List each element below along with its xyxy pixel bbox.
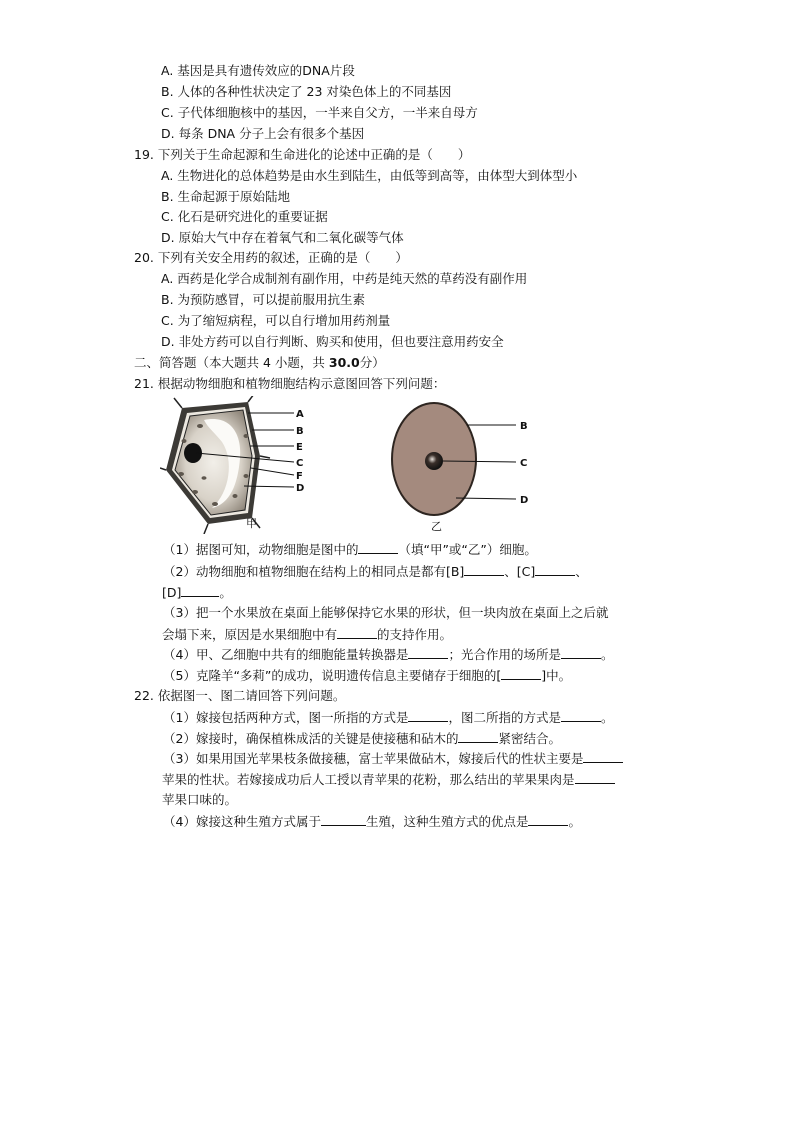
answer-blank[interactable] (501, 667, 541, 680)
option-text: 化石是研究进化的重要证据 (177, 209, 328, 224)
option-text: 子代体细胞核中的基因，一半来自父方，一半来自母方 (177, 105, 478, 120)
animal-cell-figure (388, 400, 538, 532)
text: 、 (575, 564, 588, 579)
answer-blank[interactable] (535, 563, 575, 576)
label-c: C (296, 458, 304, 469)
text: （填“甲”或“乙”）细胞。 (398, 542, 537, 557)
text: ；光合作用的场所是 (448, 647, 561, 662)
answer-blank[interactable] (321, 813, 366, 826)
question-stem: 下列关于生命起源和生命进化的论述中正确的是（ ） (157, 147, 471, 162)
figure-caption: 甲 (246, 517, 257, 530)
q21-sub2-cont (162, 584, 232, 601)
text: [D] (162, 585, 182, 600)
answer-blank[interactable] (583, 750, 623, 763)
question-stem: 下列有关安全用药的叙述，正确的是（ ） (157, 250, 408, 265)
q20-option-a (161, 271, 527, 287)
answer-blank[interactable] (358, 541, 398, 554)
figure-caption: 乙 (431, 520, 442, 532)
answer-blank[interactable] (181, 584, 219, 597)
text: 。 (568, 814, 581, 829)
text: 苹果口味的。 (162, 792, 238, 807)
label-e: E (296, 442, 303, 453)
text: （2）嫁接时，确保植株成活的关键是使接穗和砧木的 (163, 731, 459, 746)
q21-stem (134, 376, 445, 392)
text: 苹果的性状。若嫁接成功后人工授以青苹果的花粉，那么结出的苹果果肉是 (162, 772, 575, 787)
label-c: C (520, 458, 528, 469)
answer-blank[interactable] (337, 626, 377, 639)
text: （2）动物细胞和植物细胞在结构上的相同点是都有[B] (163, 564, 465, 579)
text: （3）如果用国光苹果枝条做接穗，富士苹果做砧木，嫁接后代的性状主要是 (163, 751, 584, 766)
q19-option-c (161, 209, 328, 225)
option-label: D. (161, 334, 175, 349)
answer-blank[interactable] (561, 646, 601, 659)
option-label: A. (161, 63, 174, 78)
option-text: 非处方药可以自行判断、购买和使用，但也要注意用药安全 (178, 334, 504, 349)
text: （4）嫁接这种生殖方式属于 (163, 814, 321, 829)
q21-sub2 (163, 563, 588, 580)
answer-blank[interactable] (408, 646, 448, 659)
option-label: A. (161, 271, 174, 286)
text: （5）克隆羊“多莉”的成功，说明遗传信息主要储存于细胞的[ (163, 668, 502, 683)
text: 。 (600, 710, 614, 725)
text: （1）嫁接包括两种方式，图一所指的方式是 (163, 710, 409, 725)
label-f: F (296, 471, 303, 482)
q19-option-b (161, 189, 290, 205)
option-text: 生命起源于原始陆地 (177, 189, 291, 204)
answer-blank[interactable] (575, 771, 615, 784)
section-heading (134, 355, 385, 371)
option-label: B. (161, 189, 174, 204)
nucleus (425, 452, 443, 470)
answer-blank[interactable] (528, 813, 568, 826)
q21-sub3 (163, 605, 608, 621)
text: （3）把一个水果放在桌面上能够保持它水果的形状，但一块肉放在桌面上之后就 (163, 605, 609, 620)
q21-sub1 (163, 541, 537, 558)
q22-sub3-cont2 (162, 792, 237, 808)
q22-stem (134, 688, 345, 704)
option-text: 为预防感冒，可以提前服用抗生素 (177, 292, 366, 307)
q22-sub1 (163, 709, 614, 726)
option-text: 人体的各种性状决定了 23 对染色体上的不同基因 (177, 84, 452, 99)
label-b: B (296, 426, 304, 437)
option-text: 为了缩短病程，可以自行增加用药剂量 (177, 313, 391, 328)
label-a: A (296, 409, 304, 420)
q21-sub4 (163, 646, 614, 663)
section-suffix: 分） (359, 355, 385, 370)
option-text: 西药是化学合成制剂有副作用，中药是纯天然的草药没有副作用 (177, 271, 528, 286)
option-label: D. (161, 230, 175, 245)
q20-option-c (161, 313, 390, 329)
q18-option-a (161, 63, 355, 79)
option-text: 每条 DNA 分子上会有很多个基因 (178, 126, 365, 141)
q20-option-b (161, 292, 365, 308)
q19-stem (134, 147, 470, 163)
q21-sub3-cont (162, 626, 452, 643)
q20-stem (134, 250, 408, 266)
option-label: A. (161, 168, 174, 183)
q18-option-c (161, 105, 478, 121)
text: ]中。 (541, 668, 572, 683)
text: 的支持作用。 (377, 627, 453, 642)
q22-sub3-cont (162, 771, 615, 788)
label-d: D (296, 483, 305, 494)
text: 紧密结合。 (498, 731, 561, 746)
q22-sub3 (163, 750, 623, 767)
option-label: C. (161, 105, 174, 120)
option-label: C. (161, 209, 174, 224)
section-prefix: 二、简答题（本大题共 4 小题，共 (134, 355, 329, 370)
text: （4）甲、乙细胞中共有的细胞能量转换器是 (163, 647, 409, 662)
option-text: 基因是具有遗传效应的DNA片段 (177, 63, 355, 78)
text: ，图二所指的方式是 (448, 710, 561, 725)
option-label: D. (161, 126, 175, 141)
text: 。 (219, 585, 232, 600)
label-d: D (520, 495, 529, 506)
q20-option-d (161, 334, 504, 350)
q19-option-d (161, 230, 404, 246)
answer-blank[interactable] (458, 730, 498, 743)
label-b: B (520, 421, 528, 432)
question-number: 20. (134, 250, 154, 265)
question-number: 22. (134, 688, 154, 703)
question-stem: 依据图一、图二请回答下列问题。 (157, 688, 346, 703)
q18-option-d (161, 126, 364, 142)
option-label: B. (161, 292, 174, 307)
option-text: 生物进化的总体趋势是由水生到陆生，由低等到高等，由体型大到体型小 (177, 168, 578, 183)
figure-labels (296, 409, 304, 494)
q22-sub2 (163, 730, 561, 747)
answer-blank[interactable] (408, 709, 448, 722)
plant-cell-figure (160, 396, 315, 534)
q19-option-a (161, 168, 577, 184)
figure-labels (520, 421, 528, 506)
option-text: 原始大气中存在着氧气和二氧化碳等气体 (178, 230, 404, 245)
text: 、[C] (504, 564, 536, 579)
text: （1）据图可知，动物细胞是图中的 (163, 542, 359, 557)
question-number: 21. (134, 376, 154, 391)
option-label: C. (161, 313, 174, 328)
answer-blank[interactable] (464, 563, 504, 576)
q22-sub4 (163, 813, 581, 830)
text: 会塌下来，原因是水果细胞中有 (162, 627, 338, 642)
question-stem: 根据动物细胞和植物细胞结构示意图回答下列问题： (157, 376, 446, 391)
q21-sub5 (163, 667, 571, 684)
text: 生殖，这种生殖方式的优点是 (365, 814, 529, 829)
q18-option-b (161, 84, 451, 100)
question-number: 19. (134, 147, 154, 162)
text: 。 (600, 647, 614, 662)
answer-blank[interactable] (561, 709, 601, 722)
option-label: B. (161, 84, 174, 99)
section-score: 30.0 (328, 355, 360, 370)
